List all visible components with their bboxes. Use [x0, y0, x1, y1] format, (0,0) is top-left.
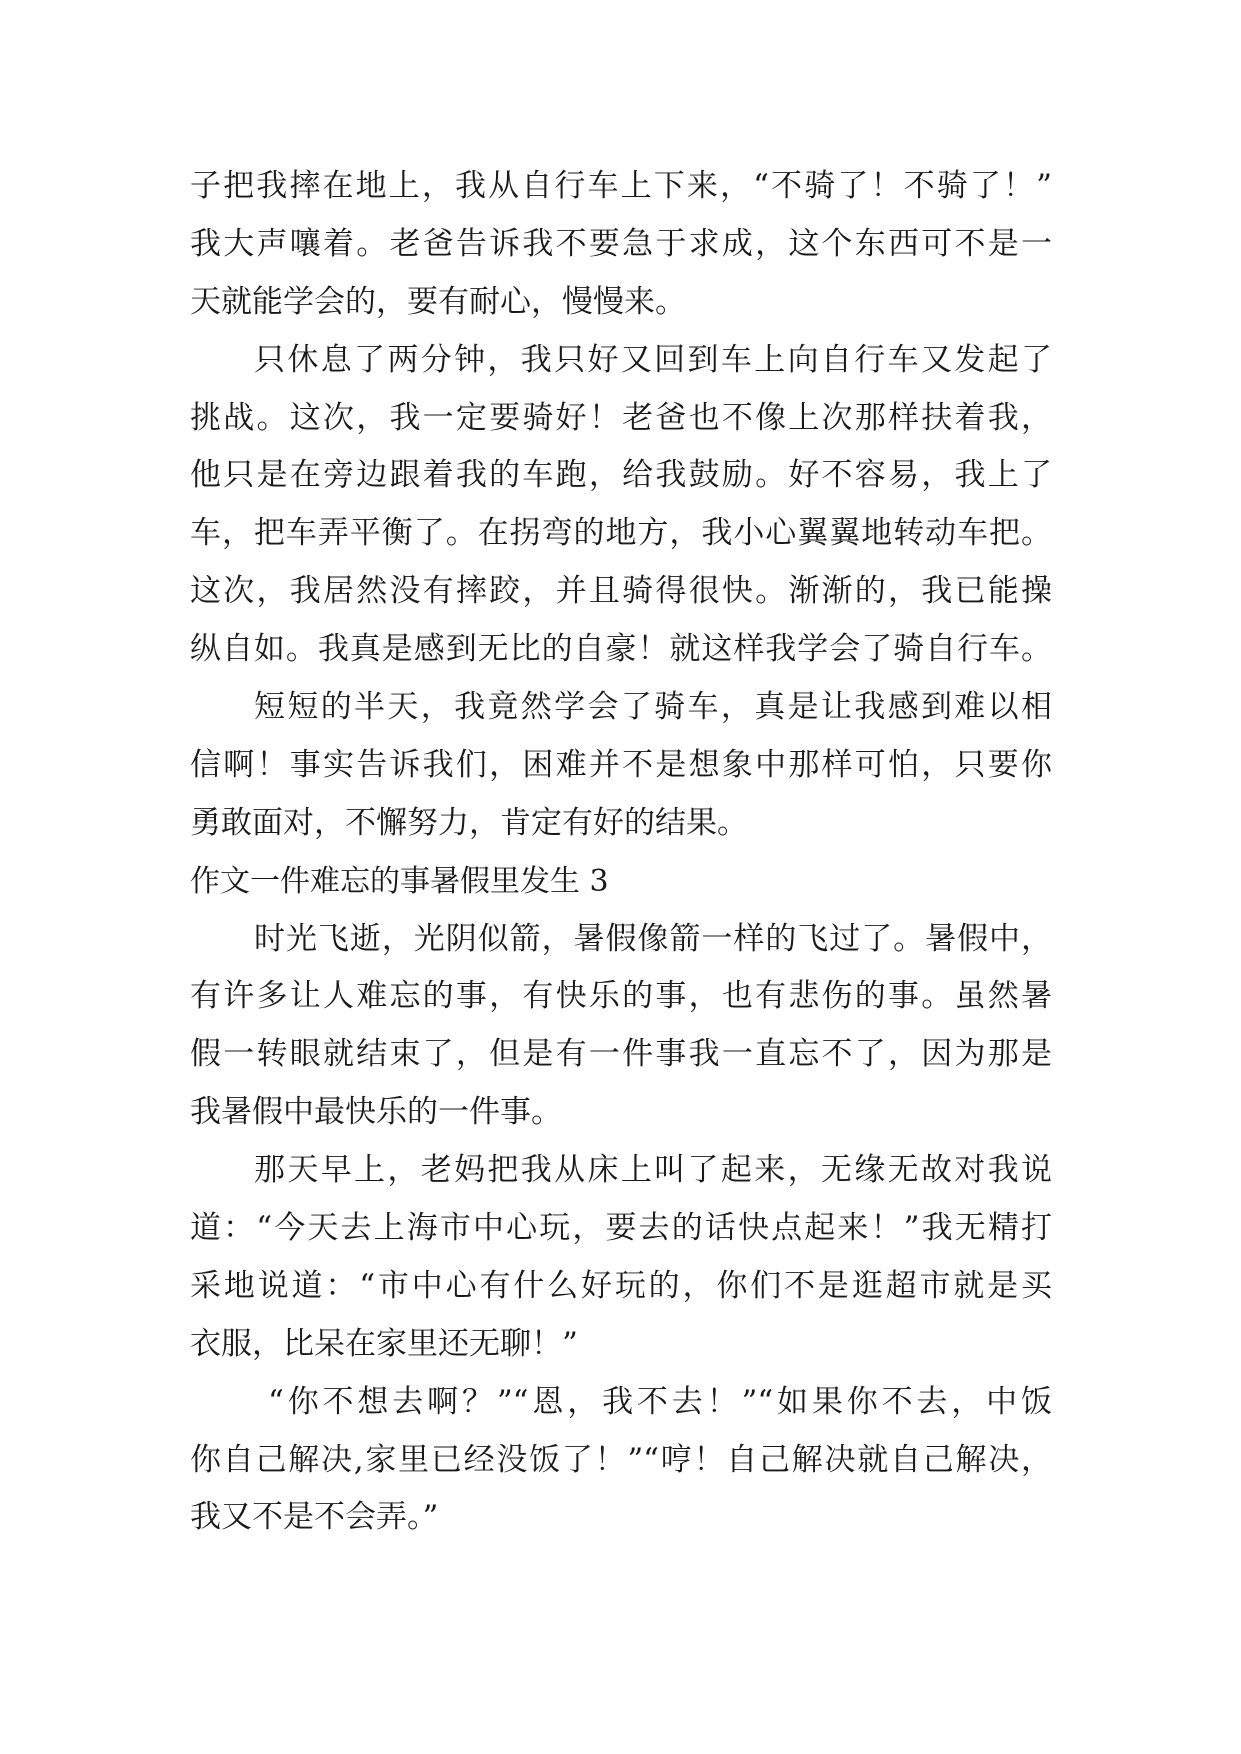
text-line: 衣服，比呆在家里还无聊！”	[190, 1325, 578, 1362]
section-heading: 作文一件难忘的事暑假里发生 3	[190, 863, 609, 899]
text-line: 只休息了两分钟，我只好又回到车上向自行车又发起了	[254, 341, 1052, 378]
paragraph	[190, 679, 1052, 853]
text-line: 勇敢面对，不懈努力，肯定有好的结果。	[190, 804, 748, 841]
paragraph	[190, 332, 1052, 679]
text-line: 短短的半天，我竟然学会了骑车，真是让我感到难以相	[254, 689, 1052, 726]
text-line: 他只是在旁边跟着我的车跑，给我鼓励。好不容易，我上了	[190, 457, 1052, 494]
text-line: 你自己解决,家里已经没饭了！”“哼！自己解决就自己解决，	[190, 1441, 1052, 1478]
text-line: 这次，我居然没有摔跤，并且骑得很快。渐渐的，我已能操	[190, 573, 1052, 610]
document-body	[190, 158, 1052, 1547]
text-line: 子把我摔在地上，我从自行车上下来，“不骑了！不骑了！”	[190, 168, 1052, 204]
paragraph	[190, 1374, 1052, 1548]
text-line: 假一转眼就结束了，但是有一件事我一直忘不了，因为那是	[190, 1036, 1052, 1073]
text-line: 我大声嚷着。老爸告诉我不要急于求成，这个东西可不是一	[190, 225, 1052, 262]
paragraph	[190, 1142, 1052, 1374]
text-line: 我暑假中最快乐的一件事。	[190, 1094, 562, 1131]
text-line: 有许多让人难忘的事，有快乐的事，也有悲伤的事。虽然暑	[190, 978, 1052, 1015]
text-line: 车，把车弄平衡了。在拐弯的地方，我小心翼翼地转动车把。	[190, 515, 1052, 552]
text-line: 那天早上，老妈把我从床上叫了起来，无缘无故对我说	[254, 1152, 1052, 1189]
text-line: “你不想去啊？”“恩，我不去！”“如果你不去，中饭	[268, 1383, 1052, 1420]
text-line: 纵自如。我真是感到无比的自豪！就这样我学会了骑自行车。	[190, 631, 1052, 668]
text-line: 时光飞逝，光阴似箭，暑假像箭一样的飞过了。暑假中，	[254, 920, 1052, 957]
text-line: 天就能学会的，要有耐心，慢慢来。	[190, 283, 686, 320]
paragraph	[190, 158, 1052, 332]
text-line: 我又不是不会弄。”	[190, 1499, 439, 1536]
text-line: 挑战。这次，我一定要骑好！老爸也不像上次那样扶着我，	[190, 399, 1052, 436]
paragraph	[190, 911, 1052, 1143]
text-line: 信啊！事实告诉我们，困难并不是想象中那样可怕，只要你	[190, 746, 1052, 783]
text-line: 道：“今天去上海市中心玩，要去的话快点起来！”我无精打	[190, 1210, 1052, 1247]
text-line: 采地说道：“市中心有什么好玩的，你们不是逛超市就是买	[190, 1267, 1052, 1304]
